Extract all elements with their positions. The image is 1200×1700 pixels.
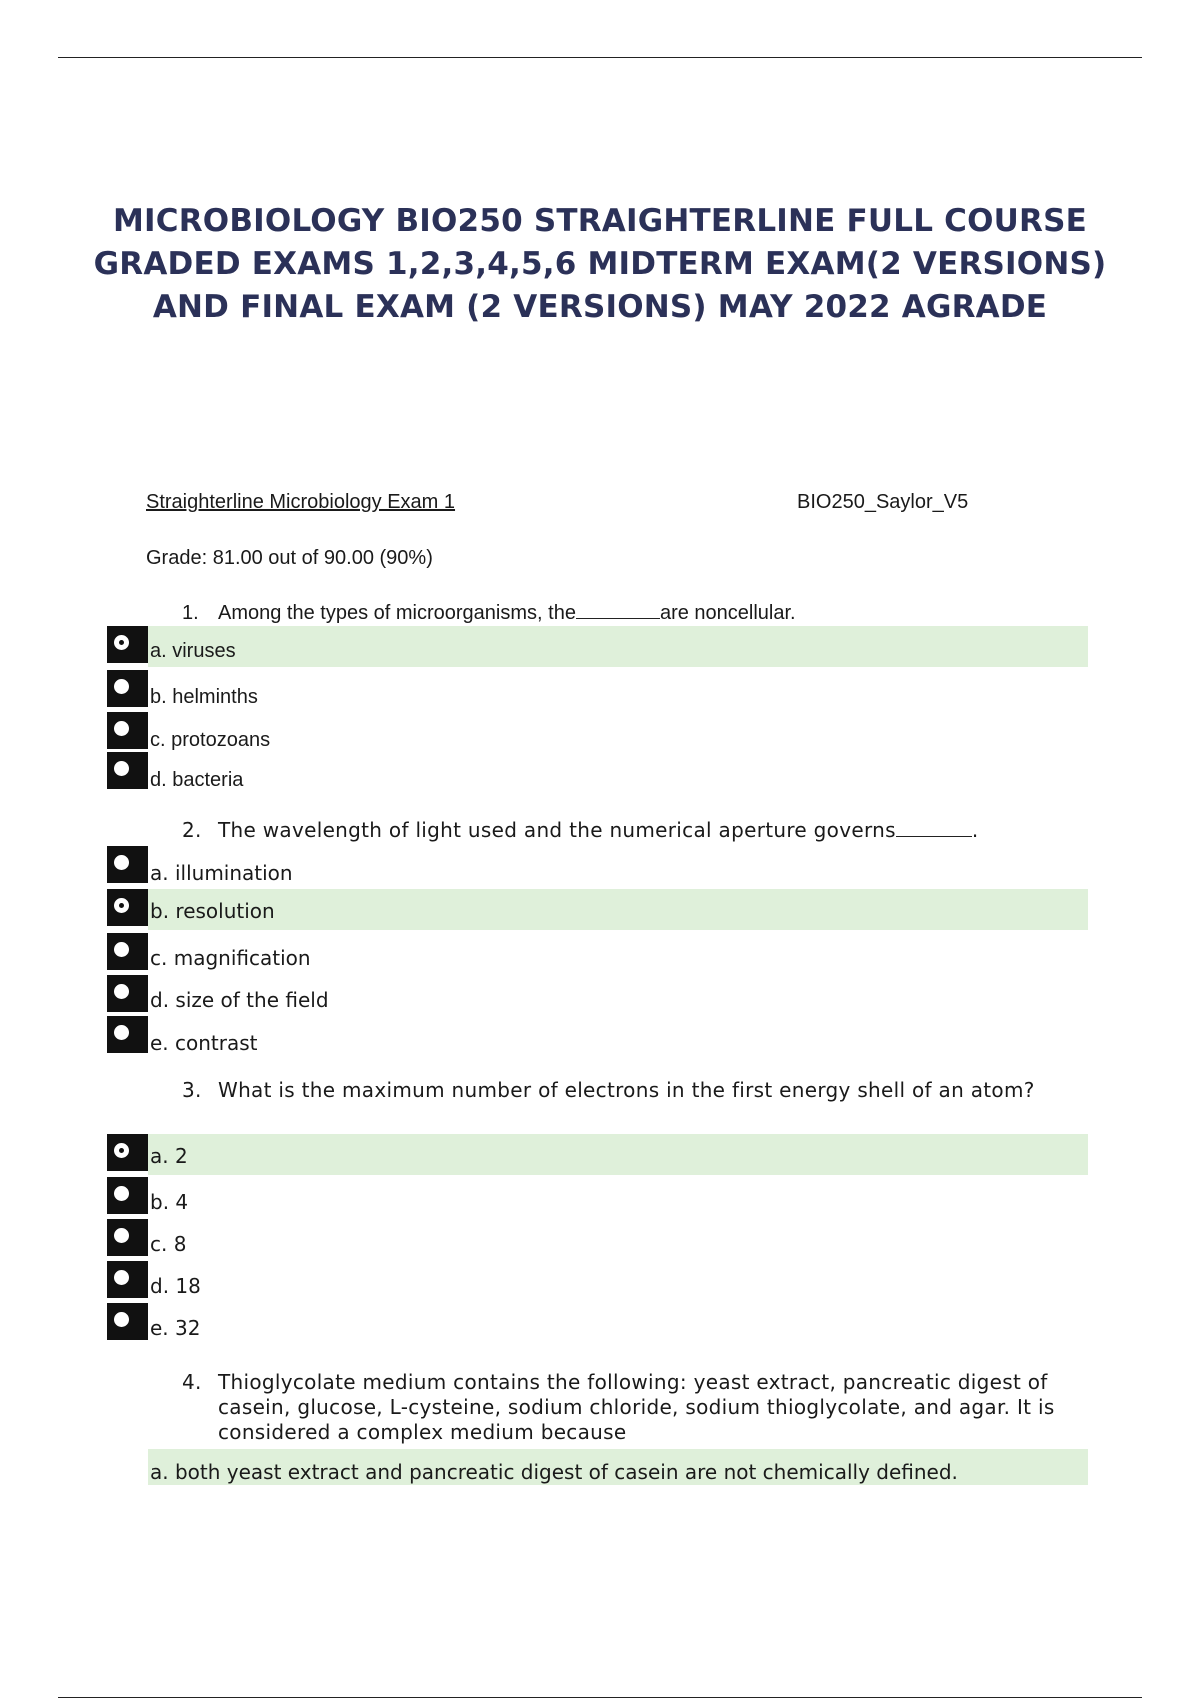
answer-option[interactable]: c. magnification [150, 946, 311, 970]
answer-option[interactable]: b. 4 [150, 1190, 189, 1214]
radio-dot-icon [114, 1270, 129, 1285]
top-rule [58, 57, 1142, 58]
radio-button-selected[interactable] [107, 889, 148, 926]
exam-name: Straighterline Microbiology Exam 1 [146, 491, 456, 513]
radio-dot-icon [114, 761, 129, 776]
bottom-rule [58, 1697, 1142, 1698]
radio-button[interactable] [107, 975, 148, 1012]
radio-dot-icon [114, 635, 129, 650]
radio-button[interactable] [107, 670, 148, 707]
question-1 [182, 601, 796, 626]
radio-button[interactable] [107, 933, 148, 970]
radio-button[interactable] [107, 1016, 148, 1053]
correct-answer-highlight [148, 889, 1088, 930]
radio-dot-icon [114, 721, 129, 736]
answer-option[interactable]: d. size of the field [150, 988, 329, 1012]
radio-button[interactable] [107, 712, 148, 749]
answer-blank [576, 601, 660, 619]
answer-option[interactable]: a. viruses [150, 640, 236, 662]
question-4 [182, 1370, 1092, 1445]
document-title: MICROBIOLOGY BIO250 STRAIGHTERLINE FULL COURSE GRADED EXAMS 1,2,3,4,5,6 MIDTERM EXAM(2 VERSIONS) AND FINAL EXAM (2 VERSIONS) MAY 2022 AGRADE [93, 203, 1107, 325]
grade-summary: Grade: 81.00 out of 90.00 (90%) [146, 547, 433, 569]
answer-option[interactable]: b. helminths [150, 686, 258, 708]
radio-dot-icon [114, 1025, 129, 1040]
radio-button[interactable] [107, 1303, 148, 1340]
correct-answer-highlight [148, 1134, 1088, 1175]
answer-option[interactable]: c. 8 [150, 1232, 187, 1256]
question-number: 1. [182, 602, 199, 624]
answer-option[interactable]: d. 18 [150, 1274, 201, 1298]
answer-option[interactable]: a. illumination [150, 861, 293, 885]
radio-button-selected[interactable] [107, 626, 148, 663]
answer-option[interactable]: d. bacteria [150, 769, 244, 791]
radio-button[interactable] [107, 752, 148, 789]
radio-button[interactable] [107, 846, 148, 883]
radio-dot-icon [114, 1228, 129, 1243]
answer-option[interactable]: c. protozoans [150, 729, 271, 751]
answer-option[interactable]: a. both yeast extract and pancreatic digest of casein are not chemically defined. [150, 1460, 958, 1484]
answer-option[interactable]: b. resolution [150, 899, 275, 923]
answer-option[interactable]: a. 2 [150, 1144, 188, 1168]
exam-code: BIO250_Saylor_V5 [797, 491, 969, 513]
radio-dot-icon [114, 1143, 129, 1158]
radio-dot-icon [114, 942, 129, 957]
radio-dot-icon [114, 898, 129, 913]
radio-button[interactable] [107, 1261, 148, 1298]
correct-answer-highlight [148, 626, 1088, 667]
radio-dot-icon [114, 855, 129, 870]
radio-button[interactable] [107, 1177, 148, 1214]
radio-dot-icon [114, 984, 129, 999]
question-number: 4. [182, 1370, 202, 1394]
question-3 [182, 1078, 1042, 1103]
question-text: Thioglycolate medium contains the following: yeast extract, pancreatic digest of casein, glucose, L-cysteine, sodium chloride, sodium thioglycolate, and agar. It is considered a complex medium because [218, 1370, 1055, 1444]
question-text: The wavelength of light used and the numerical aperture governs . [218, 818, 979, 842]
question-2 [182, 818, 979, 843]
question-number: 3. [182, 1078, 202, 1102]
radio-dot-icon [114, 679, 129, 694]
question-number: 2. [182, 818, 202, 842]
radio-button[interactable] [107, 1219, 148, 1256]
radio-dot-icon [114, 1186, 129, 1201]
question-text: What is the maximum number of electrons in the first energy shell of an atom? [218, 1078, 1035, 1102]
radio-button-selected[interactable] [107, 1134, 148, 1171]
answer-option[interactable]: e. contrast [150, 1031, 258, 1055]
radio-dot-icon [114, 1312, 129, 1327]
answer-option[interactable]: e. 32 [150, 1316, 201, 1340]
question-text: Among the types of microorganisms, the are noncellular. [218, 602, 796, 624]
answer-blank [896, 819, 972, 837]
